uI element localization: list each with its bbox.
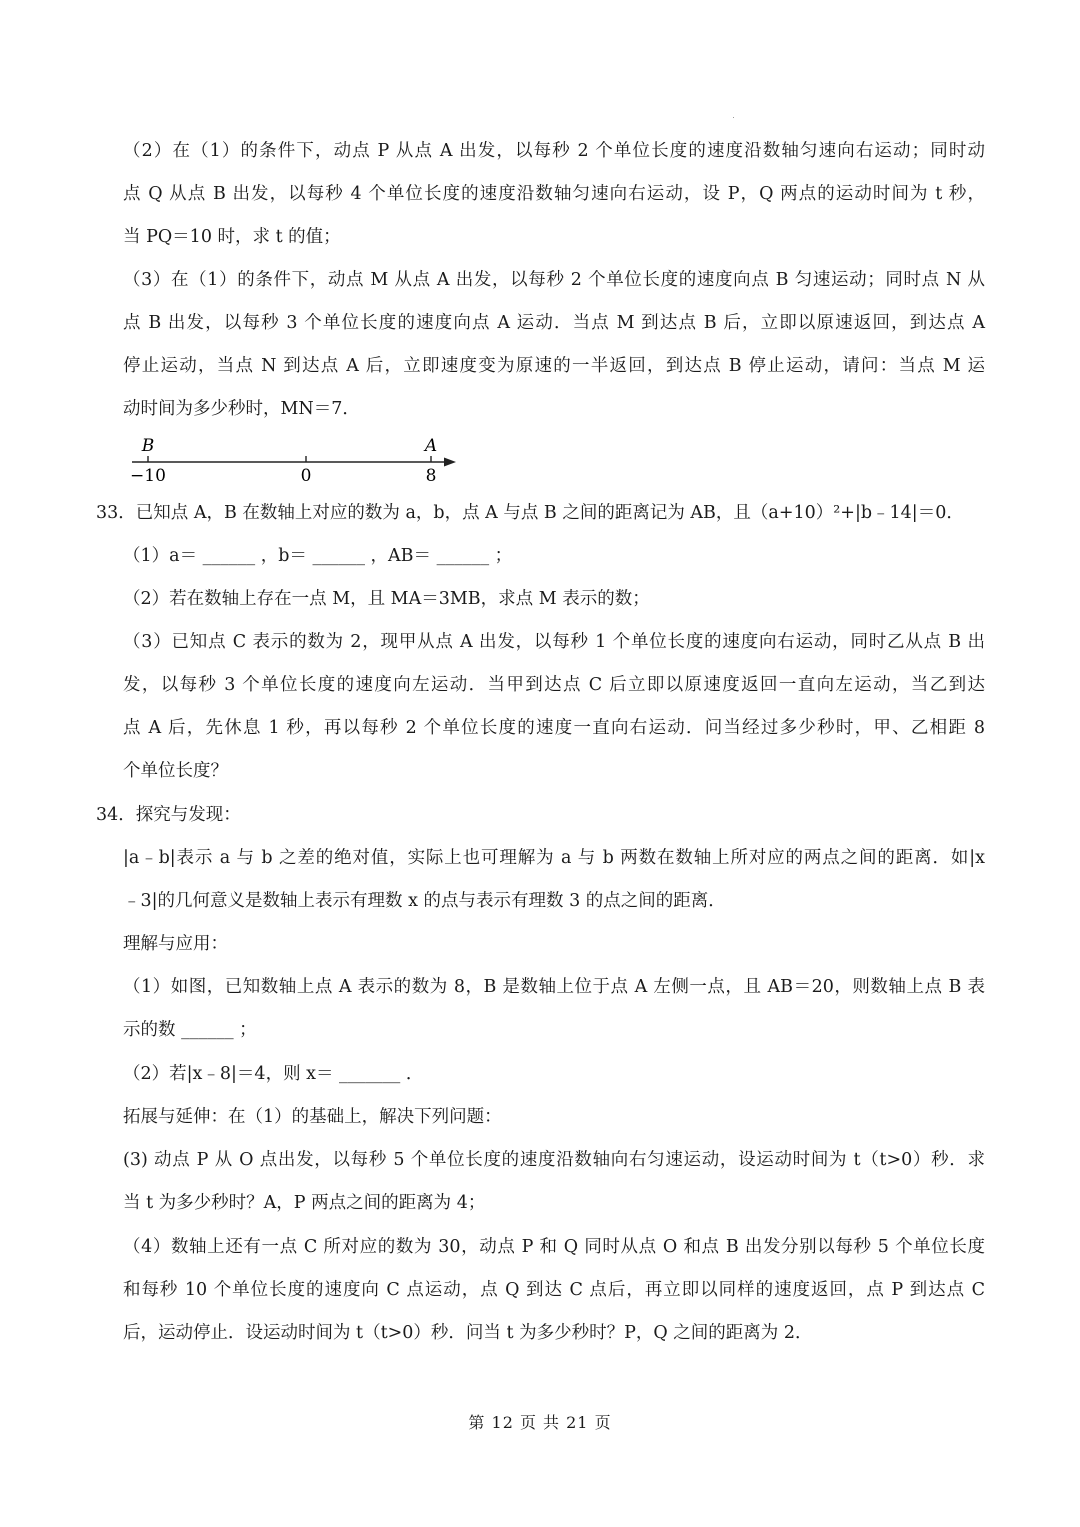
q33-p3-line3: 点 A 后，先休息 1 秒，再以每秒 2 个单位长度的速度一直向右运动．问当经过多少秒时，甲、乙相距 8	[123, 718, 985, 738]
q34-extend-heading: 拓展与延伸：在（1）的基础上，解决下列问题：	[123, 1107, 502, 1127]
q34-intro-line2: ﹣3|的几何意义是数轴上表示有理数 x 的点与表示有理数 3 的点之间的距离．	[123, 891, 726, 911]
q33-p3-line4: 个单位长度？	[123, 761, 228, 781]
q33-p3-line1: （3）已知点 C 表示的数为 2，现甲从点 A 出发，以每秒 1 个单位长度的速度向右运动，同时乙从点 B 出	[123, 632, 985, 652]
number-line-figure	[116, 432, 466, 488]
number-line-arrow	[444, 458, 456, 467]
q34-p4-line2: 和每秒 10 个单位长度的速度向 C 点运动，点 Q 到达 C 点后，再立即以同样的速度返回，点 P 到达点 C	[123, 1280, 985, 1300]
q32-p2-line3: 当 PQ＝10 时，求 t 的值；	[123, 227, 341, 247]
q34-stem: 34．探究与发现：	[96, 805, 241, 825]
q32-p2-line1: （2）在（1）的条件下，动点 P 从点 A 出发，以每秒 2 个单位长度的速度沿数轴匀速向右运动；同时动	[123, 141, 985, 161]
q34-p2: （2）若|x﹣8|＝4，则 x＝ _______ ．	[123, 1064, 424, 1084]
q34-p1-line2: 示的数 ______ ；	[123, 1020, 257, 1040]
q34-p4-line3: 后，运动停止．设运动时间为 t（t>0）秒．问当 t 为多少秒时？P，Q 之间的距离为 2．	[123, 1323, 813, 1343]
q34-p1-line1: （1）如图，已知数轴上点 A 表示的数为 8，B 是数轴上位于点 A 左侧一点，且 AB＝20，则数轴上点 B 表	[123, 977, 985, 997]
page-footer: 第 12 页 共 21 页	[468, 1413, 612, 1432]
scan-speck	[733, 117, 734, 118]
tick-label-0: 0	[300, 466, 312, 486]
q33-p3-line2: 发，以每秒 3 个单位长度的速度向左运动．当甲到达点 C 后立即以原速度返回一直向左运动，当乙到达	[123, 675, 985, 695]
tick-label-minus10: −10	[130, 466, 166, 486]
q34-understand-heading: 理解与应用：	[123, 934, 228, 954]
q34-p4-line1: （4）数轴上还有一点 C 所对应的数为 30，动点 P 和 Q 同时从点 O 和点 B 出发分别以每秒 5 个单位长度	[123, 1237, 985, 1257]
q33-stem: 33．已知点 A，B 在数轴上对应的数为 a，b，点 A 与点 B 之间的距离记为 AB，且（a+10）²+|b﹣14|＝0．	[96, 503, 964, 523]
point-label-a: A	[424, 436, 438, 456]
q32-p3-line3: 停止运动，当点 N 到达点 A 后，立即速度变为原速的一半返回，到达点 B 停止运动，请问：当点 M 运	[123, 356, 985, 376]
q32-p2-line2: 点 Q 从点 B 出发，以每秒 4 个单位长度的速度沿数轴匀速向右运动，设 P，Q 两点的运动时间为 t 秒，	[123, 184, 985, 204]
q34-p3-line1: (3) 动点 P 从 O 点出发，以每秒 5 个单位长度的速度沿数轴向右匀速运动，设运动时间为 t（t>0）秒．求	[123, 1150, 985, 1170]
q32-p3-line4: 动时间为多少秒时，MN＝7．	[123, 399, 360, 419]
q33-p2: （2）若在数轴上存在一点 M，且 MA＝3MB，求点 M 表示的数；	[123, 589, 650, 609]
q32-p3-line2: 点 B 出发，以每秒 3 个单位长度的速度向点 A 运动．当点 M 到达点 B 后，立即以原速返回，到达点 A	[123, 313, 985, 333]
tick-label-8: 8	[425, 466, 437, 486]
point-label-b: B	[141, 436, 155, 456]
q34-intro-line1: |a﹣b|表示 a 与 b 之差的绝对值，实际上也可理解为 a 与 b 两数在数轴上所对应的两点之间的距离．如|x	[123, 848, 985, 868]
q33-p1: （1）a＝ ______ ，b＝ ______ ，AB＝ ______ ；	[123, 546, 513, 566]
q32-p3-line1: （3）在（1）的条件下，动点 M 从点 A 出发，以每秒 2 个单位长度的速度向点 B 匀速运动；同时点 N 从	[123, 270, 985, 290]
q34-p3-line2: 当 t 为多少秒时？A，P 两点之间的距离为 4；	[123, 1193, 486, 1213]
